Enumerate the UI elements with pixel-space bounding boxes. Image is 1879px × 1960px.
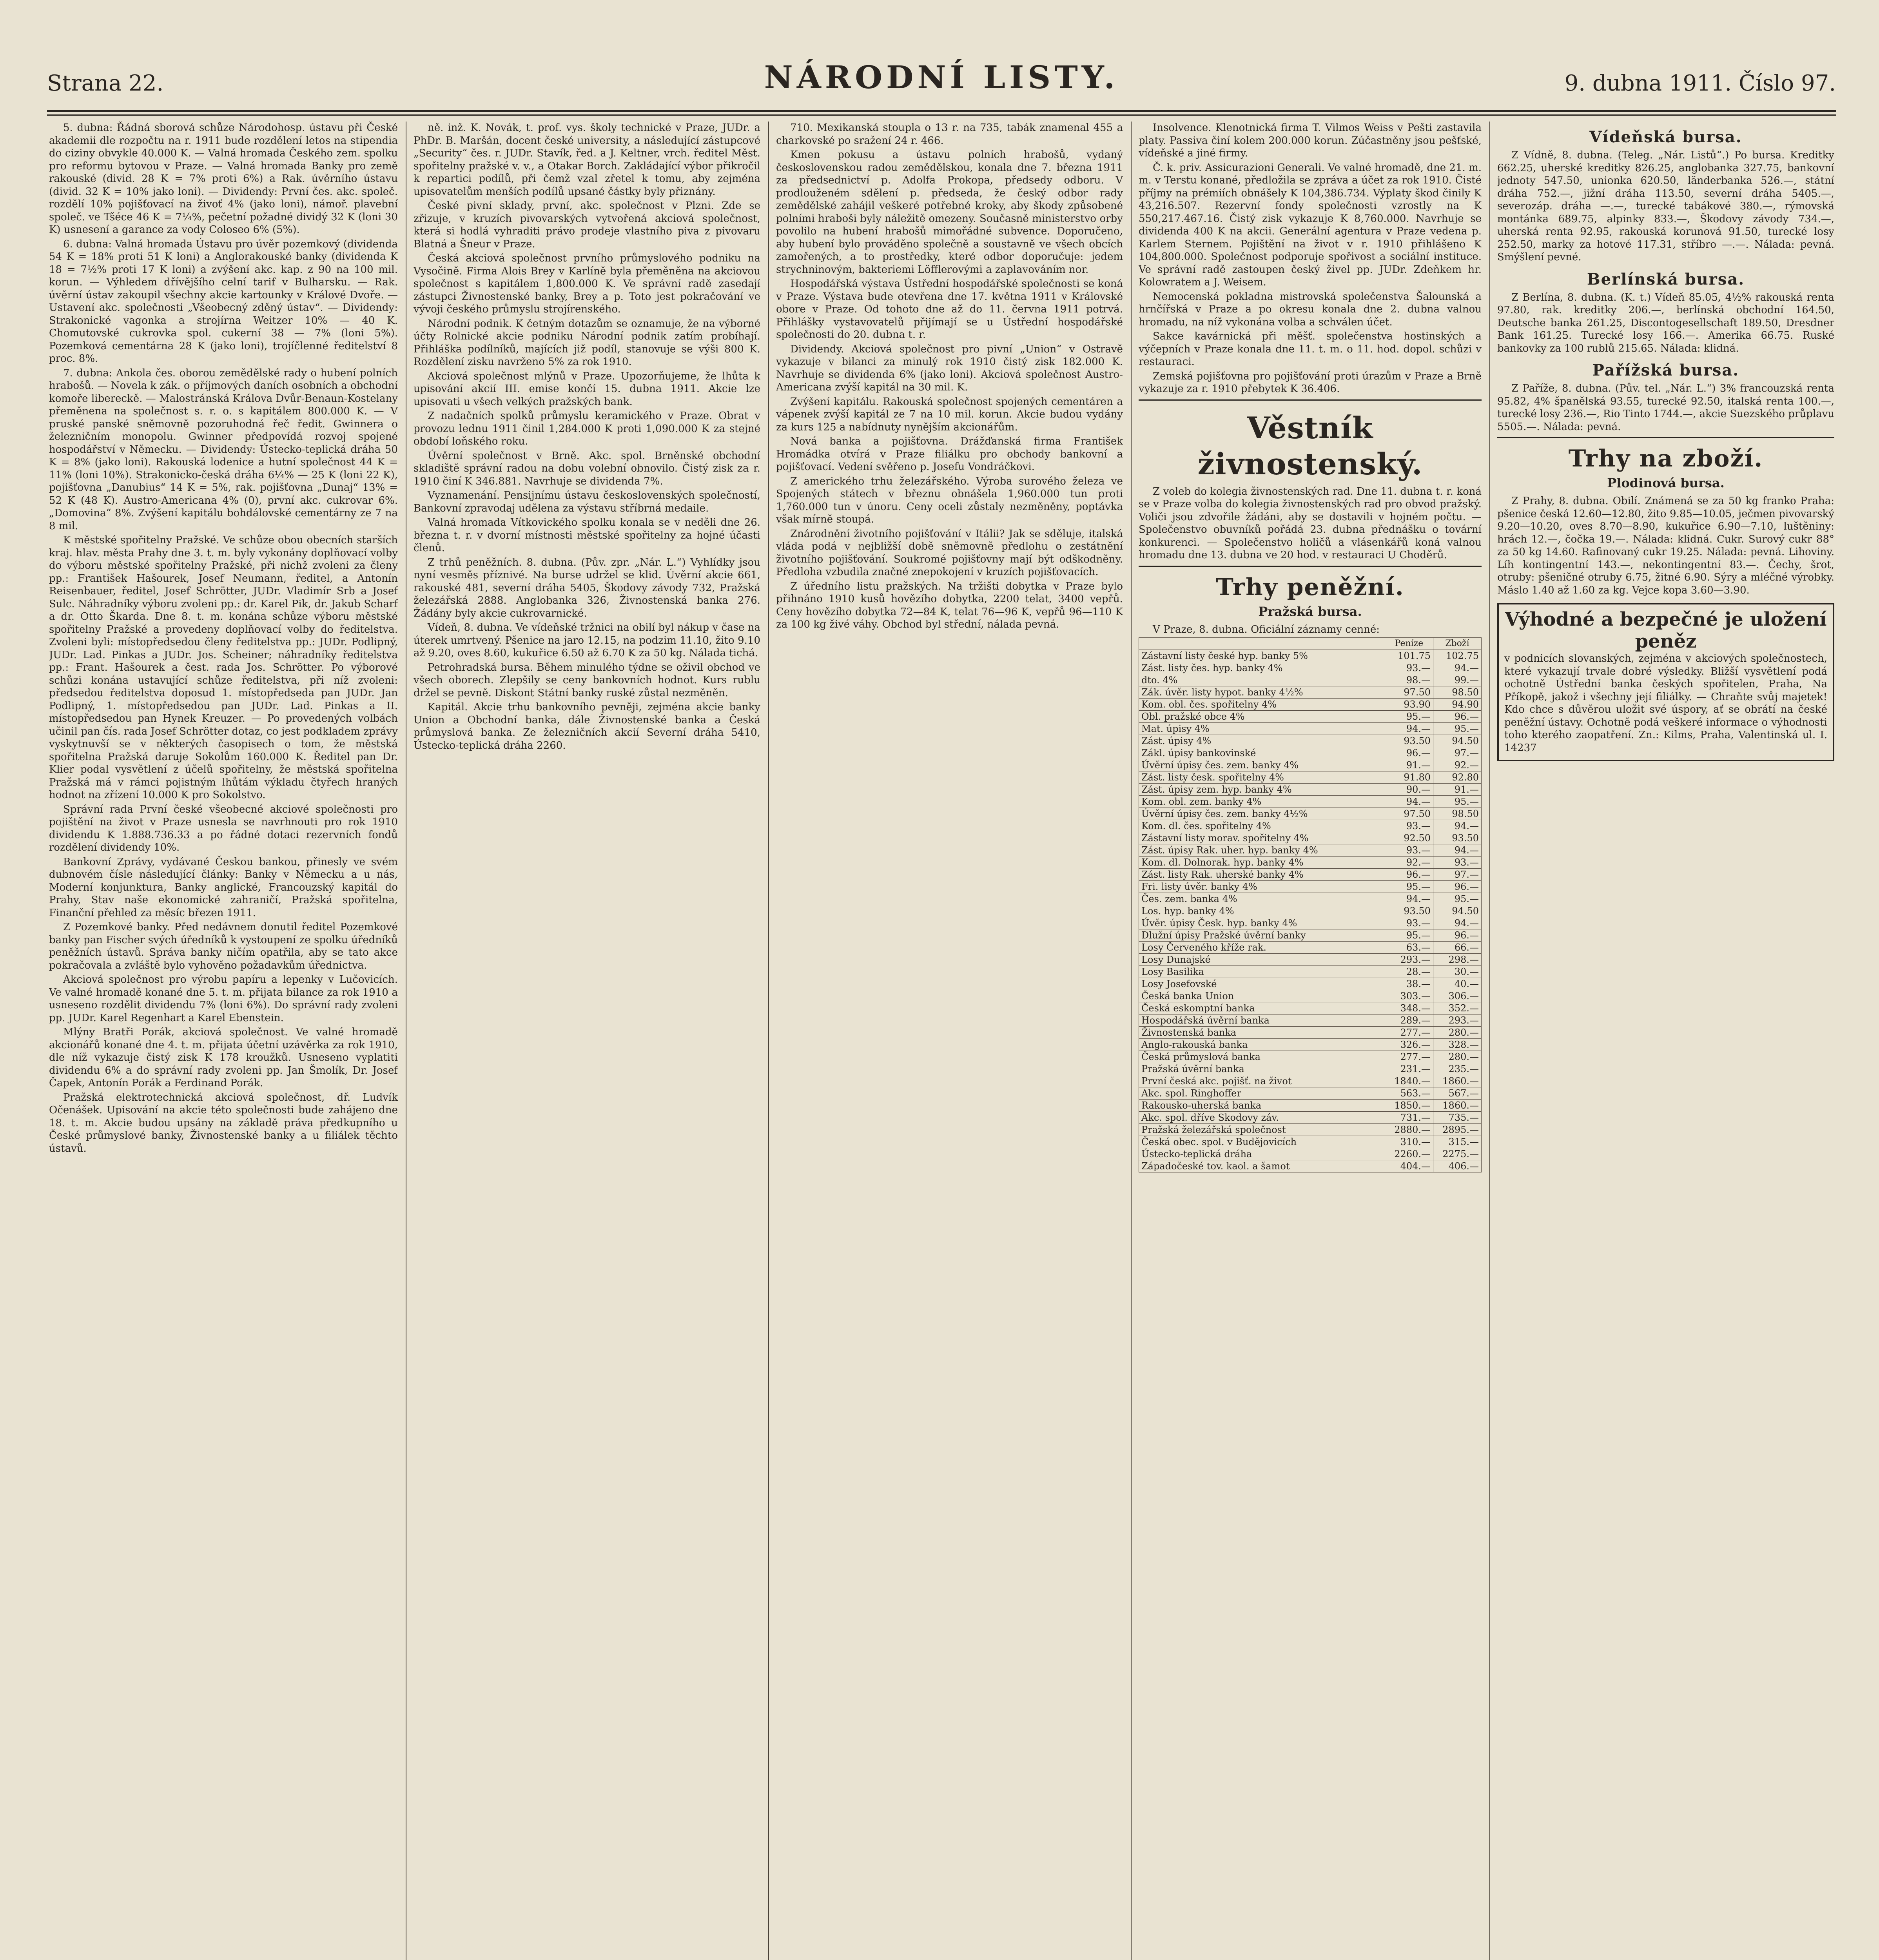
ask-price-cell: 94.50 (1433, 735, 1482, 747)
news-paragraph: Správní rada První české všeobecné akciové společnosti pro pojištění na život v Praze usnesla se navrhnouti pro rok 1910 dividendu K 1.888.736.33 a po řádné dotaci rezervních fondů rozdělení dividendy 10%. (49, 803, 398, 853)
news-paragraph: Zvýšení kapitálu. Rakouská společnost spojených cementáren a vápenek zvýší kapitál ze 7 na 10 mil. korun. Akcie budou vydány za kurs 125 a nabídnuty nynějším akcionářům. (776, 396, 1123, 433)
table-row (1139, 1148, 1482, 1160)
bid-price-cell: 92.50 (1385, 832, 1433, 844)
ask-price-cell: 92.— (1433, 759, 1482, 771)
ask-price-cell: 94.— (1433, 844, 1482, 857)
section-subtitle: Plodinová bursa. (1607, 475, 1725, 490)
news-paragraph: Z Vídně, 8. dubna. (Teleg. „Nár. Listů“.) Po bursa. Kreditky 662.25, uherské kreditky 826.25, anglobanka 327.75, bankovní jednoty 547.50, unionka 620.50, länderbanka 526.—, státní dráha 752.—, jižní dráha 113.50, severní dráha 5405.—, severozáp. dráha —.—, turecké tabákové 380.—, rýmovská montánka 689.75, alpinky 833.—, Škodovy závody 734.—, uherská renta 92.95, rakouská korunová 91.50, turecké losy 252.50, marky za hotové 117.31, stříbro —.—. Nálada: pevná. Smýšlení pevné. (1497, 149, 1834, 263)
table-row (1139, 942, 1482, 954)
bid-price-cell: 93.50 (1385, 735, 1433, 747)
rates-table (1139, 637, 1482, 1172)
ask-price-cell: 98.50 (1433, 686, 1482, 699)
bid-price-cell: 93.— (1385, 917, 1433, 929)
security-name-cell: Losy Basilika (1139, 966, 1385, 978)
security-name-cell: Mat. úpisy 4% (1139, 723, 1385, 735)
ask-price-cell: 94.90 (1433, 699, 1482, 711)
table-row (1139, 978, 1482, 990)
bid-price-cell: 91.— (1385, 759, 1433, 771)
column-rule (1131, 122, 1132, 1960)
security-name-cell: Kom. obl. čes. spořitelny 4% (1139, 699, 1385, 711)
security-name-cell: Zást. úpisy zem. hyp. banky 4% (1139, 784, 1385, 796)
table-header: Zboží (1433, 638, 1482, 650)
ask-price-cell: 298.— (1433, 954, 1482, 966)
ask-price-cell: 293.— (1433, 1014, 1482, 1027)
bid-price-cell: 95.— (1385, 881, 1433, 893)
bid-price-cell: 2260.— (1385, 1148, 1433, 1160)
security-name-cell: Česká obec. spol. v Budějovicích (1139, 1136, 1385, 1148)
ask-price-cell: 96.— (1433, 881, 1482, 893)
column-1 (49, 122, 398, 1960)
bid-price-cell: 731.— (1385, 1112, 1433, 1124)
security-name-cell: Rakousko-uherská banka (1139, 1100, 1385, 1112)
column-3 (776, 122, 1123, 1960)
bid-price-cell: 1840.— (1385, 1075, 1433, 1087)
security-name-cell: Zást. úpisy Rak. uher. hyp. banky 4% (1139, 844, 1385, 857)
bid-price-cell: 289.— (1385, 1014, 1433, 1027)
security-name-cell: Západočeské tov. kaol. a šamot (1139, 1160, 1385, 1172)
bid-price-cell: 277.— (1385, 1027, 1433, 1039)
bid-price-cell: 101.75 (1385, 650, 1433, 662)
table-row (1139, 723, 1482, 735)
news-paragraph: Zemská pojišťovna pro pojišťování proti úrazům v Praze a Brně vykazuje za r. 1910 přebytek K 36.406. (1139, 370, 1482, 395)
ask-price-cell: 235.— (1433, 1063, 1482, 1075)
table-row (1139, 808, 1482, 820)
news-paragraph: Znárodnění životního pojišťování v Itálii? Jak se sděluje, italská vláda podá v nejbližší době sněmovně předlohu o zestátnění životního pojišťování. Soukromé pojišťovny mají být odškodněny. Předloha vzbudila značné znepokojení v kruzích pojišťovacích. (776, 528, 1123, 578)
security-name-cell: Úvěrní úpisy čes. zem. banky 4½% (1139, 808, 1385, 820)
table-row (1139, 1027, 1482, 1039)
ask-price-cell: 96.— (1433, 711, 1482, 723)
news-paragraph: Z Pozemkové banky. Před nedávnem donutil ředitel Pozemkové banky pan Fischer svých úředníků k vystoupení ze spolku úředníků peněžních ústavů. Správa banky ničím opatřila, aby se tato akce pokračovala a zvláště bylo vyhověno požadavkům úřednictva. (49, 921, 398, 971)
security-name-cell: Česká průmyslová banka (1139, 1051, 1385, 1063)
bid-price-cell: 92.— (1385, 857, 1433, 869)
news-paragraph: 7. dubna: Ankola čes. oborou zemědělské rady o hubení polních hrabošů. — Novela k zák. o příjmových daních osobních a obchodní komoře libereckě. — Malostránská Králova Dvůr-Benaun-Kostelany přeměnena na společnost s. r. o. s kapitálem 800.000 K. — V pruské panské sněmovně pozoruhodná řeč ředit. Gwinnera o železničním monopolu. Gwinner předpovídá rozvoj spojené hospodářství v Německu. — Dividendy: Ústecko-teplická dráha 50 K = 8% (jako loni). Rakouská lodenice a hutní společnost 44 K = 11% (loni 10%). Strakonicko-česká dráha 6¼% — 25 K (loni 22 K), pojišťovna „Danubius“ 14 K = 5%, rak. pojišťovna „Dunaj“ 13% = 52 K (48 K). Austro-Americana 4% (0), první akc. cukrovar 6%. „Domovina“ 8%. Zvýšení kapitálu bohdálovské cementárny ze 7 na 8 mil. (49, 367, 398, 532)
ask-price-cell: 93.50 (1433, 832, 1482, 844)
table-row (1139, 820, 1482, 832)
ask-price-cell: 92.80 (1433, 771, 1482, 784)
column-4 (1139, 122, 1482, 1960)
advertisement-text: v podnicích slovanských, zejména v akciových společnostech, které vykazují trvale dobré výsledky. Bližší vysvětlení podá ochotně Ústřední banka českých spořitelen, Praha, Na Příkopě, jakož i všechny její filiálky. — Chraňte svůj majetek! Kdo chce s důvěrou uložit své úspory, ať se obrátí na české peněžní ústavy. Ochotně podá veškeré informace o výhodnosti toho kterého zaopatření. Zn.: Kilms, Praha, Valentinská ul. I. 14237 (1504, 653, 1827, 754)
ask-price-cell: 280.— (1433, 1027, 1482, 1039)
security-name-cell: Anglo-rakouská banka (1139, 1039, 1385, 1051)
news-paragraph: Mlýny Bratři Porák, akciová společnost. Ve valné hromadě akcionářů konané dne 4. t. m. přijata účetní uzávěrka za rok 1910, dle níž vykazuje čistý zisk K 178 kroužků. Usneseno vyplatiti dividendu 6% a do správní rady zvoleni pp. Jan Šmolík, Dr. Josef Čapek, Antonín Porák a Ferdinand Porák. (49, 1026, 398, 1089)
table-row (1139, 1075, 1482, 1087)
security-name-cell: Kom. dl. Dolnorak. hyp. banky 4% (1139, 857, 1385, 869)
ask-price-cell: 94.— (1433, 917, 1482, 929)
bid-price-cell: 293.— (1385, 954, 1433, 966)
news-paragraph: Nová banka a pojišťovna. Drážďanská firma František Hromádka otvírá v Praze filiálku pro obchody bankovní a pojišťovací. Vedení svěřeno p. Josefu Vondráčkovi. (776, 436, 1123, 473)
security-name-cell: Ústecko-teplická dráha (1139, 1148, 1385, 1160)
ask-price-cell: 2895.— (1433, 1124, 1482, 1136)
table-row (1139, 869, 1482, 881)
table-header: Peníze (1385, 638, 1433, 650)
security-name-cell: Kom. dl. čes. spořitelny 4% (1139, 820, 1385, 832)
news-paragraph: Akciová společnost pro výrobu papíru a lepenky v Lučovicích. Ve valné hromadě konané dne 5. t. m. přijata bilance za rok 1910 a usneseno rozdělit dividendu 7% (loni 6%). Do správní rady zvoleni pp. JUDr. Karel Regenhart a Karel Ebenstein. (49, 974, 398, 1024)
advertisement-box (1497, 603, 1834, 761)
security-name-cell: Losy Josefovské (1139, 978, 1385, 990)
section-rule (1497, 437, 1834, 438)
security-name-cell: Hospodářská úvěrní banka (1139, 1014, 1385, 1027)
news-paragraph: Petrohradská bursa. Během minulého týdne se oživil obchod ve všech oborech. Zlepšily se ceny bankovních hodnot. Kurs rublu držel se pevně. Diskont Státní banky ruské zůstal nezměněn. (414, 661, 760, 699)
news-paragraph: Vídeň, 8. dubna. Ve vídeňské tržnici na obilí byl nákup v čase na úterek umrtvený. Pšenice na jaro 12.15, na podzim 11.10, žito 9.10 až 9.20, oves 8.60, kukuřice 6.50 až 6.70 K za 50 kg. Nálada tichá. (414, 622, 760, 659)
section-title: Pařížská bursa. (1592, 361, 1739, 379)
ask-price-cell: 30.— (1433, 966, 1482, 978)
table-row (1139, 844, 1482, 857)
security-name-cell: Zást. listy čes. hyp. banky 4% (1139, 662, 1385, 674)
ask-price-cell: 95.— (1433, 893, 1482, 905)
news-paragraph: Akciová společnost mlýnů v Praze. Upozorňujeme, že lhůta k upisování akcií III. emise končí 15. dubna 1911. Akcie lze upisovati u všech velkých pražských bank. (414, 370, 760, 408)
news-paragraph: Z úředního listu pražských. Na tržišti dobytka v Praze bylo přihnáno 1910 kusů hovězího dobytka, 2200 telat, 3400 vepřů. Ceny hovězího dobytka 72—84 K, telat 76—96 K, vepřů 96—110 K za 100 kg živé váhy. Obchod byl střední, nálada pevná. (776, 580, 1123, 630)
masthead: NÁRODNÍ LISTY. (764, 59, 1119, 96)
security-name-cell: Akc. spol. Ringhoffer (1139, 1087, 1385, 1100)
bid-price-cell: 95.— (1385, 929, 1433, 942)
section-title: Trhy peněžní. (1216, 573, 1404, 601)
issue-date: 9. dubna 1911. Číslo 97. (1564, 71, 1836, 96)
table-row (1139, 832, 1482, 844)
section-title: Vídeňská bursa. (1589, 128, 1742, 146)
header-rule (47, 110, 1836, 116)
bid-price-cell: 97.50 (1385, 808, 1433, 820)
bid-price-cell: 303.— (1385, 990, 1433, 1002)
ask-price-cell: 102.75 (1433, 650, 1482, 662)
security-name-cell: Živnostenská banka (1139, 1027, 1385, 1039)
table-row (1139, 966, 1482, 978)
bid-price-cell: 28.— (1385, 966, 1433, 978)
ask-price-cell: 97.— (1433, 747, 1482, 759)
ask-price-cell: 91.— (1433, 784, 1482, 796)
bid-price-cell: 96.— (1385, 869, 1433, 881)
bid-price-cell: 93.— (1385, 820, 1433, 832)
news-paragraph: Národní podnik. K četným dotazům se oznamuje, že na výborné účty Rolnické akcie podniku Národní podnik zatím probíhají. Přihláška podílníků, majících již podíl, stanovuje se výši 800 K. Rozdělení zisku navrženo 5% za rok 1910. (414, 318, 760, 368)
news-paragraph: Kmen pokusu a ústavu polních hrabošů, vydaný československou radou zemědělskou, konala dne 7. března 1911 za předsednictví p. Adolfa Prokopa, předsedy odboru. V prodlouženém sdělení p. předseda, že český odbor rady zemědělské zahájil veškeré potřebné kroky, aby škody způsobené polními hraboši byly náležitě omezeny. Současně ministerstvo orby povolilo na hubení hrabošů mimořádné subvence. Doporučeno, aby hubení bylo prováděno společně a soustavně ve všech obcích zamořených, a to prostředky, které odbor doporučuje: jedem strychninovým, bakteriemi Löfflerovými a zaplavováním nor. (776, 149, 1123, 276)
section-rule (1139, 399, 1482, 401)
table-row (1139, 893, 1482, 905)
security-name-cell: Zást. listy česk. spořitelny 4% (1139, 771, 1385, 784)
bid-price-cell: 93.50 (1385, 905, 1433, 917)
table-row (1139, 784, 1482, 796)
table-row (1139, 1002, 1482, 1014)
table-header (1139, 638, 1385, 650)
news-paragraph: Z trhů peněžních. 8. dubna. (Pův. zpr. „Nár. L.“) Vyhlídky jsou nyní vesměs příznivé. Na burse udržel se klid. Úvěrní akcie 661, rakouské 481, severní dráha 5405, Škodovy závody 732, Pražská železářská 2888. Anglobanka 326, Živnostenská banka 276. Žádány byly akcie cukrovarnické. (414, 556, 760, 619)
ask-price-cell: 280.— (1433, 1051, 1482, 1063)
section-title: Trhy na zboží. (1568, 445, 1763, 472)
news-paragraph: Z Paříže, 8. dubna. (Pův. tel. „Nár. L.“) 3% francouzská renta 95.82, 4% španělská 93.55, turecké 92.50, italská renta 100.—, turecké losy 236.—, Rio Tinto 1744.—, akcie Suezského průplavu 5505.—. Nálada: pevná. (1497, 383, 1834, 433)
news-paragraph: Z voleb do kolegia živnostenských rad. Dne 11. dubna t. r. koná se v Praze volba do kolegia živnostenských rad pro obvod pražský. Voliči jsou zdvořile žádáni, aby se dostavili v hojném počtu. — Společenstvo obuvníků pořádá 23. dubna přednášku o tovární konkurenci. — Společenstvo holičů a vlásenkářů koná valnou hromadu dne 13. dubna ve 20 hod. v restauraci U Choděrů. (1139, 485, 1482, 561)
bid-price-cell: 563.— (1385, 1087, 1433, 1100)
security-name-cell: Pražská železářská společnost (1139, 1124, 1385, 1136)
ask-price-cell: 97.— (1433, 869, 1482, 881)
bid-price-cell: 348.— (1385, 1002, 1433, 1014)
ask-price-cell: 93.— (1433, 857, 1482, 869)
bid-price-cell: 94.— (1385, 893, 1433, 905)
bid-price-cell: 2880.— (1385, 1124, 1433, 1136)
news-paragraph: Insolvence. Klenotnická firma T. Vilmos Weiss v Pešti zastavila platy. Passiva činí kolem 200.000 korun. Zúčastněny jsou pešťské, vídeňské a jiné firmy. (1139, 122, 1482, 159)
table-row (1139, 1136, 1482, 1148)
ask-price-cell: 315.— (1433, 1136, 1482, 1148)
table-row (1139, 905, 1482, 917)
table-row (1139, 1087, 1482, 1100)
column-rule (768, 122, 769, 1960)
security-name-cell: Kom. obl. zem. banky 4% (1139, 796, 1385, 808)
table-row (1139, 1100, 1482, 1112)
table-row (1139, 711, 1482, 723)
security-name-cell: Losy Červeného kříže rak. (1139, 942, 1385, 954)
ask-price-cell: 95.— (1433, 796, 1482, 808)
ask-price-cell: 328.— (1433, 1039, 1482, 1051)
table-row (1139, 759, 1482, 771)
security-name-cell: Zást. listy Rak. uherské banky 4% (1139, 869, 1385, 881)
ask-price-cell: 95.— (1433, 723, 1482, 735)
ask-price-cell: 352.— (1433, 1002, 1482, 1014)
page-number: Strana 22. (47, 71, 164, 96)
news-paragraph: Kapitál. Akcie trhu bankovního pevněji, zejména akcie banky Union a Obchodní banka, dále Živnostenské banka a Česká průmyslová banka. Ze železničních akcií Severní dráha 5410, Ústecko-teplická dráha 2260. (414, 701, 760, 751)
security-name-cell: dto. 4% (1139, 674, 1385, 686)
bid-price-cell: 94.— (1385, 796, 1433, 808)
news-paragraph: Pražská elektrotechnická akciová společnost, dř. Ludvík Očenášek. Upisování na akcie této společnosti bude zahájeno dne 18. t. m. Akcie budou upsány na základě práva předkupního u České průmyslové banky, Živnostenské banky a u filiálek těchto ústavů. (49, 1091, 398, 1154)
ask-price-cell: 66.— (1433, 942, 1482, 954)
bid-price-cell: 326.— (1385, 1039, 1433, 1051)
news-paragraph: Bankovní Zprávy, vydávané Českou bankou, přinesly ve svém dubnovém čísle následující články: Banky v Německu a u nás, Moderní konjunktura, Banky anglické, Francouzský kapitál do Prahy, Stav naše ekonomické zahraničí, Pražská spořitelna, Finanční přehled za měsíc březen 1911. (49, 856, 398, 919)
section-subtitle: Pražská bursa. (1258, 604, 1362, 619)
news-paragraph: Z amerického trhu železářského. Výroba surového železa ve Spojených státech v březnu obnášela 1,960.000 tun proti 1,760.000 tun v únoru. Ceny oceli zůstaly nezměněny, poptávka však mírně stoupá. (776, 475, 1123, 525)
news-paragraph: 6. dubna: Valná hromada Ústavu pro úvěr pozemkový (dividenda 54 K = 18% proti 51 K loni) a Anglorakouské banky (dividenda K 18 = 7½% proti 17 K loni) a zvýšení akc. kap. z 90 na 100 mil. korun. — Výhledem dřívějšího celní tarif v Bulharsku. — Rak. úvěrní ústav zakoupil všechny akcie kartounky v Králové Dvoře. — Ustavení akc. společnosti „Všeobecný zděný ústav“. — Dividendy: Strakonické vagonka a strojírna Weitzer 10% — 40 K. Chomutovské cukrovka spol. cukerní 38 — 7% (loni 5%). Pozemková cementárna 28 K (jako loni), trojíčlenné ředitelství 8 proc. 8%. (49, 238, 398, 365)
security-name-cell: Čes. zem. banka 4% (1139, 893, 1385, 905)
table-row (1139, 857, 1482, 869)
news-paragraph: Z Berlína, 8. dubna. (K. t.) Vídeň 85.05, 4½% rakouská renta 97.80, rak. kreditky 206.—, berlínská obchodní 164.50, Deutsche banka 261.25, Discontogesellschaft 189.50, Dresdner Bank 161.25. Turecké losy 166.—. Amerika 66.75. Ruské bankovky za 100 rublů 215.65. Nálada: klidná. (1497, 291, 1834, 354)
bid-price-cell: 98.— (1385, 674, 1433, 686)
section-rule (1139, 566, 1482, 567)
security-name-cell: Zákl. úpisy bankovinské (1139, 747, 1385, 759)
ask-price-cell: 96.— (1433, 929, 1482, 942)
column-rule (1489, 122, 1490, 1960)
news-paragraph: K městské spořitelny Pražské. Ve schůze obou obecních starších kraj. hlav. města Prahy dne 3. t. m. byly vykonány doplňovací volby do výboru městské spořitelny Pražské, při nichž zvoleni za členy pp.: František Hašourek, Josef Neumann, ředitel, a Antonín Reisenbauer, ředitel, Josef Schrötter, JUDr. Vladimír Srb a Josef Sulc. Náhradníky výboru zvoleni pp.: dr. Karel Pik, dr. Jakub Scharf a dr. Otto Škarda. Dne 8. t. m. konána schůze výboru městské spořitelny Pražské a provedeny doplňovací volby do ředitelstva. Zvoleni byli: místopředsedou členy ředitelstva pp.: JUDr. Podlipný, JUDr. Lad. Pinkas a JUDr. Jos. Scheiner; náhradníky ředitelstva pp.: Frant. Hašourek a čest. rada Jos. Schrötter. Po výborové schůzi konána ustavující schůze ředitelstva, při níž zvoleni: předsedou ředitelstva doposud 1. místopředseda pan JUDr. Jan Podlipný, 1. místopředsedou pan JUDr. Lad. Pinkas a II. místopředsedou pan Hynek Kreuzer. — Po provedených volbách učinil pan čís. rada Josef Schrötter dotaz, co jest podkladem zprávy vyskytnuvší se v některých časopisech o tom, že městská spořitelna Pražská daruje Sokolům 160.000 K. Ředitel pan Dr. Klier podal vysvětlení z účelů spořitelny, že městská spořitelna Pražská má v rámci pojistným lhůtám výkladu čtyřech hraných hodnot na zřízení 10.000 K pro Sokolstvo. (49, 534, 398, 801)
bid-price-cell: 90.— (1385, 784, 1433, 796)
section-title: Věstník živnostenský. (1197, 410, 1423, 481)
table-row (1139, 686, 1482, 699)
rates-note: V Praze, 8. dubna. Oficiální záznamy cenné: (1153, 623, 1380, 635)
news-paragraph: Dividendy. Akciová společnost pro pivní „Union“ v Ostravě vykazuje v bilanci za minulý rok 1910 čistý zisk 182.000 K. Navrhuje se dividenda 6% (jako loni). Akciová společnost Austro-Americana zvýší kapitál na 30 mil. K. (776, 343, 1123, 393)
news-paragraph: Nemocenská pokladna mistrovská společenstva Šalounská a hrnčířská v Praze a po okresu konala dne 2. dubna valnou hromadu, na níž vykonána volba a schválen účet. (1139, 290, 1482, 328)
security-name-cell: Los. hyp. banky 4% (1139, 905, 1385, 917)
bid-price-cell: 277.— (1385, 1051, 1433, 1063)
table-row (1139, 1063, 1482, 1075)
ask-price-cell: 306.— (1433, 990, 1482, 1002)
bid-price-cell: 1850.— (1385, 1100, 1433, 1112)
security-name-cell: Zástavní listy české hyp. banky 5% (1139, 650, 1385, 662)
security-name-cell: Česká eskomptní banka (1139, 1002, 1385, 1014)
bid-price-cell: 404.— (1385, 1160, 1433, 1172)
security-name-cell: Fri. listy úvěr. banky 4% (1139, 881, 1385, 893)
news-paragraph: České pivní sklady, první, akc. společnost v Plzni. Zde se zřizuje, v kruzích pivovarských vytvořená akciová společnost, která si hodlá vyhraditi právo prodeje vlastního piva z pivovaru Blatná a Šneur v Praze. (414, 200, 760, 250)
news-paragraph: 710. Mexikanská stoupla o 13 r. na 735, tabák znamenal 455 a charkovské po sražení 24 r. 466. (776, 122, 1123, 147)
ask-price-cell: 94.— (1433, 820, 1482, 832)
table-row (1139, 1112, 1482, 1124)
security-name-cell: Česká banka Union (1139, 990, 1385, 1002)
table-row (1139, 929, 1482, 942)
news-paragraph: Česká akciová společnost prvního průmyslového podniku na Vysočině. Firma Alois Brey v Karlíně byla přeměněna na akciovou společnost s kapitálem 1,800.000 K. Ve správní radě zasedají zástupci Živnostenské banky, Brey a p. Toto jest pokračování ve vývoji českého průmyslu strojírenského. (414, 252, 760, 315)
security-name-cell: Zást. úpisy 4% (1139, 735, 1385, 747)
table-row (1139, 917, 1482, 929)
ask-price-cell: 40.— (1433, 978, 1482, 990)
column-5 (1497, 122, 1834, 1960)
news-paragraph: Sakce kavárnická při měšť. společenstva hostinských a výčepních v Praze konala dne 11. t. m. o 11. hod. dopol. schůzi v restauraci. (1139, 330, 1482, 368)
bid-price-cell: 97.50 (1385, 686, 1433, 699)
security-name-cell: První česká akc. pojišť. na život (1139, 1075, 1385, 1087)
bid-price-cell: 231.— (1385, 1063, 1433, 1075)
bid-price-cell: 38.— (1385, 978, 1433, 990)
security-name-cell: Úvěrní úpisy čes. zem. banky 4% (1139, 759, 1385, 771)
table-row (1139, 796, 1482, 808)
table-row (1139, 650, 1482, 662)
bid-price-cell: 93.— (1385, 844, 1433, 857)
advertisement-title: Výhodné a bezpečné je uložení peněz (1505, 608, 1827, 652)
bid-price-cell: 95.— (1385, 711, 1433, 723)
ask-price-cell: 94.— (1433, 662, 1482, 674)
news-paragraph: Č. k. priv. Assicurazioni Generali. Ve valné hromadě, dne 21. m. m. v Terstu konané, předložila se zpráva a účet za rok 1910. Čisté příjmy na prémiích obnášely K 104,386.734. Výplaty škod činily K 43,216.507. Rezervní fondy společnosti vzrostly na K 550,217.467.16. Čistý zisk vykazuje K 8,760.000. Navrhuje se dividenda 400 K na akcii. Generální agentura v Praze vedena p. Karlem Sternem. Pojištění na život v r. 1910 přihlášeno K 104,800.000. Společnost podporuje spořivost a sociální instituce. Ve správní radě zastoupen český živel pp. JUDr. Zdeňkem hr. Kolowratem a J. Weisem. (1139, 162, 1482, 288)
table-row (1139, 674, 1482, 686)
ask-price-cell: 1860.— (1433, 1075, 1482, 1087)
ask-price-cell: 406.— (1433, 1160, 1482, 1172)
security-name-cell: Zák. úvěr. listy hypot. banky 4½% (1139, 686, 1385, 699)
ask-price-cell: 2275.— (1433, 1148, 1482, 1160)
bid-price-cell: 93.90 (1385, 699, 1433, 711)
security-name-cell: Dlužní úpisy Pražské úvěrní banky (1139, 929, 1385, 942)
news-paragraph: Z nadačních spolků průmyslu keramického v Praze. Obrat v provozu lednu 1911 činil 1,284.000 K proti 1,090.000 K za stejné období loňského roku. (414, 410, 760, 447)
news-paragraph: Z Prahy, 8. dubna. Obilí. Známená se za 50 kg franko Praha: pšenice česká 12.60—12.80, žito 9.85—10.05, ječmen pivovarský 9.20—10.20, oves 8.70—8.90, kukuřice 6.90—7.10, luštěniny: hrách 12.—, čočka 19.—. Nálada: klidná. Cukr. Surový cukr 88° za 50 kg 14.60. Rafinovaný cukr 19.25. Nálada: pevná. Lihoviny. Líh kontingentní 143.—, nekontingentní 83.—. Čechy, šrot, otruby: pšeničné otruby 6.75, žitné 6.90. Sýry a mléčné výrobky. Máslo 1.40 až 1.60 za kg. Vejce kopa 3.60—3.90. (1497, 495, 1834, 596)
column-2 (414, 122, 760, 1960)
table-row (1139, 771, 1482, 784)
security-name-cell: Losy Dunajské (1139, 954, 1385, 966)
bid-price-cell: 96.— (1385, 747, 1433, 759)
table-row (1139, 990, 1482, 1002)
news-paragraph: Hospodářská výstava Ústřední hospodářské společnosti se koná v Praze. Výstava bude otevřena dne 17. května 1911 v Královské obore v Praze. Od tohoto dne až do 11. června 1911 potrvá. Přihlášky vystavovatelů přijímají se u Ústřední hospodářské společnosti do 20. dubna t. r. (776, 278, 1123, 341)
table-row (1139, 881, 1482, 893)
table-row (1139, 747, 1482, 759)
ask-price-cell: 567.— (1433, 1087, 1482, 1100)
page-header (47, 59, 1836, 102)
ask-price-cell: 735.— (1433, 1112, 1482, 1124)
bid-price-cell: 91.80 (1385, 771, 1433, 784)
security-name-cell: Pražská úvěrní banka (1139, 1063, 1385, 1075)
news-paragraph: 5. dubna: Řádná sborová schůze Národohosp. ústavu při České akademii dle rozpočtu na r. 1911 bude rozdělení letos na stipendia do ciziny obvykle 40.000 K. — Valná hromada Českého zem. spolku pro reformu bytovou v Praze. — Valná hromada Banky pro země rakouské (divid. 28 K = 7% proti 6%) a Rak. úvěrního ústavu (divid. 32 K = 10% jako loni). — Dividendy: První čes. akc. společ. rozdělí 10% pojišťovací na živoť 4% (jako loni), námoř. plavební společ. ve Tšéce 46 K = 7¼%, pečetní požadné dividý 32 K (loni 30 K) usnesení a garance za vody Coloseo 6% (5%). (49, 122, 398, 236)
security-name-cell: Úvěr. úpisy Česk. hyp. banky 4% (1139, 917, 1385, 929)
bid-price-cell: 94.— (1385, 723, 1433, 735)
table-row (1139, 1160, 1482, 1172)
section-title: Berlínská bursa. (1587, 270, 1745, 289)
table-row (1139, 1051, 1482, 1063)
security-name-cell: Zástavní listy morav. spořitelny 4% (1139, 832, 1385, 844)
table-row (1139, 1039, 1482, 1051)
bid-price-cell: 93.— (1385, 662, 1433, 674)
table-row (1139, 1014, 1482, 1027)
table-row (1139, 699, 1482, 711)
ask-price-cell: 1860.— (1433, 1100, 1482, 1112)
news-paragraph: ně. inž. K. Novák, t. prof. vys. školy technické v Praze, JUDr. a PhDr. B. Maršán, docent české university, a následující zástupcové „Security“ čes. r. JUDr. Stavík, řed. a J. Keltner, vrch. ředitel Měst. spořitelny pražské v. v., a Otakar Borch. Zakládající výbor přikročil k repartici podílů, při čemž vzal zřetel k tomu, aby zejména upisovatelům menších podílů upsané částky byly přiznány. (414, 122, 760, 198)
table-row (1139, 662, 1482, 674)
news-paragraph: Úvěrní společnost v Brně. Akc. spol. Brněnské obchodní skladiště správní radou na dobu volební obnovilo. Čistý zisk za r. 1910 činí K 346.881. Navrhuje se dividenda 7%. (414, 450, 760, 487)
news-paragraph: Valná hromada Vítkovického spolku konala se v neděli dne 26. března t. r. v dvorní místnosti městské spořitelny za hojné účasti členů. (414, 517, 760, 554)
ask-price-cell: 99.— (1433, 674, 1482, 686)
security-name-cell: Obl. pražské obce 4% (1139, 711, 1385, 723)
table-header-row (1139, 638, 1482, 650)
table-row (1139, 1124, 1482, 1136)
table-row (1139, 954, 1482, 966)
ask-price-cell: 94.50 (1433, 905, 1482, 917)
ask-price-cell: 98.50 (1433, 808, 1482, 820)
bid-price-cell: 310.— (1385, 1136, 1433, 1148)
security-name-cell: Akc. spol. dříve Skodovy záv. (1139, 1112, 1385, 1124)
news-paragraph: Vyznamenání. Pensijnímu ústavu československých společností, Bankovní zpravodaj udělena za výstavu stříbrná medaile. (414, 490, 760, 514)
bid-price-cell: 63.— (1385, 942, 1433, 954)
table-row (1139, 735, 1482, 747)
